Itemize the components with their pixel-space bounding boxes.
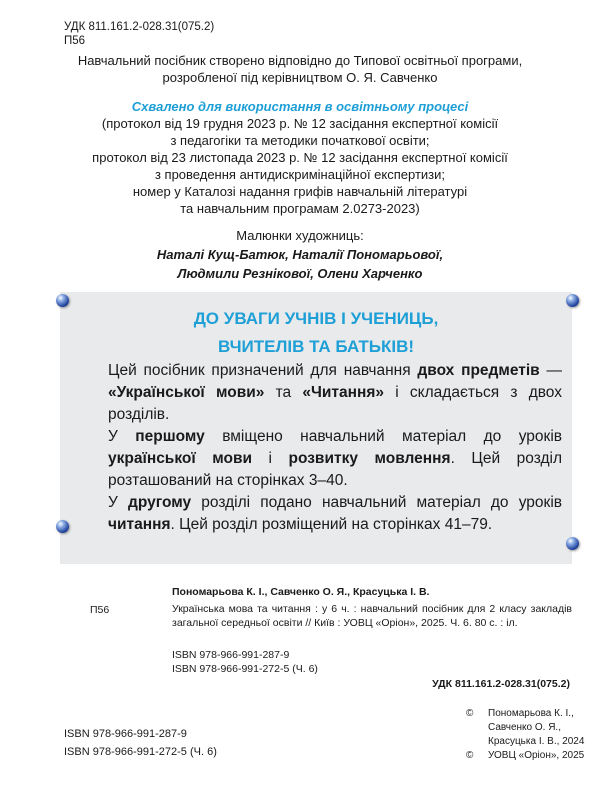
text-bold: двох предметів bbox=[417, 362, 540, 379]
pin-icon bbox=[566, 294, 579, 307]
text: У bbox=[108, 494, 129, 511]
copyright-icon: © bbox=[466, 750, 474, 761]
copyright-block bbox=[462, 707, 600, 763]
approval-block bbox=[0, 98, 600, 217]
pin-icon bbox=[566, 537, 579, 550]
pin-icon bbox=[56, 520, 69, 533]
catalog-description: Українська мова та читання : у 6 ч. : навчальний посібник для 2 класу закладів загальної середньої освіти // Київ : УОВЦ «Оріон», 2025. Ч. 6. 80 с. : іл. bbox=[172, 603, 572, 629]
approval-line: з проведення антидискримінаційної експертизи; bbox=[154, 167, 446, 182]
notice-paragraph-2 bbox=[108, 426, 562, 492]
artists-names-2: Людмили Резнікової, Олени Харченко bbox=[177, 266, 423, 281]
notice-title-2: ВЧИТЕЛІВ ТА БАТЬКІВ! bbox=[217, 337, 415, 356]
catalog-code: П56 bbox=[90, 604, 110, 616]
isbn-2: ISBN 978-966-991-272-5 (Ч. 6) bbox=[64, 746, 217, 758]
text-bold: першому bbox=[135, 428, 205, 445]
approval-line: з педагогіки та методики початкової освіти; bbox=[170, 133, 430, 148]
text-bold: української мови bbox=[108, 450, 253, 467]
artists-names-1: Наталі Кущ-Батюк, Наталії Пономарьової, bbox=[156, 247, 444, 262]
artists-label: Малюнки художниць: bbox=[236, 228, 364, 243]
catalog-isbn-2: ISBN 978-966-991-272-5 (Ч. 6) bbox=[172, 663, 318, 675]
approval-headline: Схвалено для використання в освітньому процесі bbox=[131, 99, 469, 114]
text: Цей посібник призначений для навчання bbox=[108, 362, 418, 379]
text-bold: читання bbox=[108, 516, 171, 533]
text: та bbox=[264, 384, 303, 401]
text-bold: «Читання» bbox=[302, 384, 385, 401]
catalog-authors: Пономарьова К. І., Савченко О. Я., Красуцька І. В. bbox=[172, 586, 430, 598]
text: і bbox=[252, 450, 289, 467]
copyright-line: Красуцька І. В., 2024 bbox=[488, 736, 585, 747]
text-bold: розвитку мовлення bbox=[288, 450, 451, 467]
text-bold: другому bbox=[128, 494, 192, 511]
text-bold: «Української мови» bbox=[108, 384, 265, 401]
approval-line: та навчальним програмам 2.0273-2023) bbox=[180, 201, 420, 216]
approval-line: протокол від 23 листопада 2023 р. № 12 засідання експертної комісії bbox=[92, 150, 508, 165]
pin-icon bbox=[56, 294, 69, 307]
udk-code: УДК 811.161.2-028.31(075.2) bbox=[64, 21, 215, 33]
notice-paragraph-3 bbox=[108, 492, 562, 536]
intro-line-2: розробленої під керівництвом О. Я. Савченко bbox=[162, 70, 438, 85]
copyright-icon: © bbox=[466, 708, 474, 719]
copyright-line: Пономарьова К. І., bbox=[488, 708, 574, 719]
bbk-code: П56 bbox=[64, 35, 86, 47]
text: . Цей розділ розташований на сторінках 3–40. bbox=[108, 450, 563, 489]
isbn-1: ISBN 978-966-991-287-9 bbox=[64, 728, 187, 740]
notice-title-1: ДО УВАГИ УЧНІВ І УЧЕНИЦЬ, bbox=[193, 309, 439, 328]
text: . Цей розділ розміщений на сторінках 41–79. bbox=[170, 516, 493, 533]
udk-header bbox=[64, 20, 214, 48]
text: — bbox=[539, 362, 562, 379]
text: і складається з двох розділів. bbox=[108, 384, 563, 423]
text: вміщено навчальний матеріал до уроків bbox=[204, 428, 563, 445]
intro-line-1: Навчальний посібник створено відповідно до Типової освітньої програми, bbox=[77, 53, 523, 68]
text: У bbox=[108, 428, 136, 445]
text: розділі подано навчальний матеріал до уроків bbox=[191, 494, 562, 511]
artists-block bbox=[0, 226, 600, 283]
approval-line: (протокол від 19 грудня 2023 р. № 12 засідання експертної комісії bbox=[101, 116, 499, 131]
copyright-line: УОВЦ «Оріон», 2025 bbox=[488, 750, 585, 761]
copyright-line: Савченко О. Я., bbox=[488, 722, 561, 733]
catalog-udk: УДК 811.161.2-028.31(075.2) bbox=[432, 678, 570, 690]
approval-line: номер у Каталозі надання грифів навчальній літературі bbox=[132, 184, 468, 199]
notice-paragraph-1 bbox=[108, 360, 562, 426]
catalog-isbn-1: ISBN 978-966-991-287-9 bbox=[172, 649, 290, 661]
intro-text bbox=[0, 52, 600, 86]
